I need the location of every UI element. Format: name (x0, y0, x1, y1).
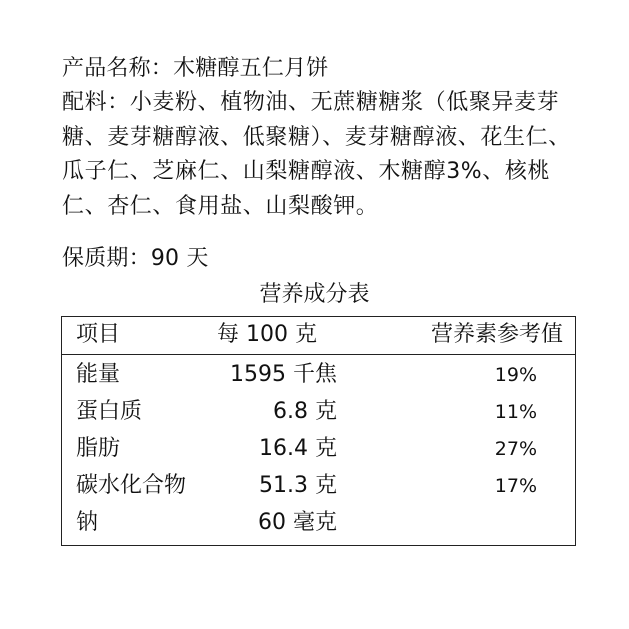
product-name-line (62, 52, 328, 86)
row-item: 钠 (76, 510, 99, 535)
shelf-life-value: 90 天 (150, 246, 209, 271)
product-name-value: 木糖醇五仁月饼 (173, 56, 329, 81)
nutrition-table (61, 316, 576, 546)
header-divider (62, 354, 575, 355)
shelf-life-line (62, 242, 209, 276)
row-item: 脂肪 (76, 436, 121, 461)
product-name-label: 产品名称： (62, 56, 174, 81)
row-nrv: 27% (494, 438, 537, 460)
row-per100: 51.3 克 (259, 473, 337, 498)
row-nrv: 19% (494, 364, 537, 386)
header-nrv: 营养素参考值 (430, 322, 563, 347)
row-item: 碳水化合物 (76, 473, 187, 498)
row-per100: 1595 千焦 (230, 362, 337, 387)
row-nrv: 11% (494, 401, 537, 423)
ingredients-block (62, 86, 582, 224)
row-per100: 60 毫克 (258, 510, 337, 535)
row-item: 蛋白质 (76, 399, 143, 424)
row-per100: 16.4 克 (259, 436, 337, 461)
nutrition-title: 营养成分表 (259, 282, 370, 307)
header-per-100g: 每 100 克 (217, 322, 317, 347)
header-item: 项目 (76, 322, 121, 347)
shelf-life-label: 保质期： (62, 246, 151, 271)
row-item: 能量 (76, 362, 121, 387)
ingredients-label: 配料： (62, 90, 130, 115)
ingredients-value: 小麦粉、植物油、无蔗糖糖浆（低聚异麦芽糖、麦芽糖醇液、低聚糖）、麦芽糖醇液、花生仁、瓜子仁、芝麻仁、山梨糖醇液、木糖醇3%、核桃仁、杏仁、食用盐、山梨酸钾。 (62, 90, 571, 219)
row-nrv: 17% (494, 475, 537, 497)
row-per100: 6.8 克 (273, 399, 337, 424)
